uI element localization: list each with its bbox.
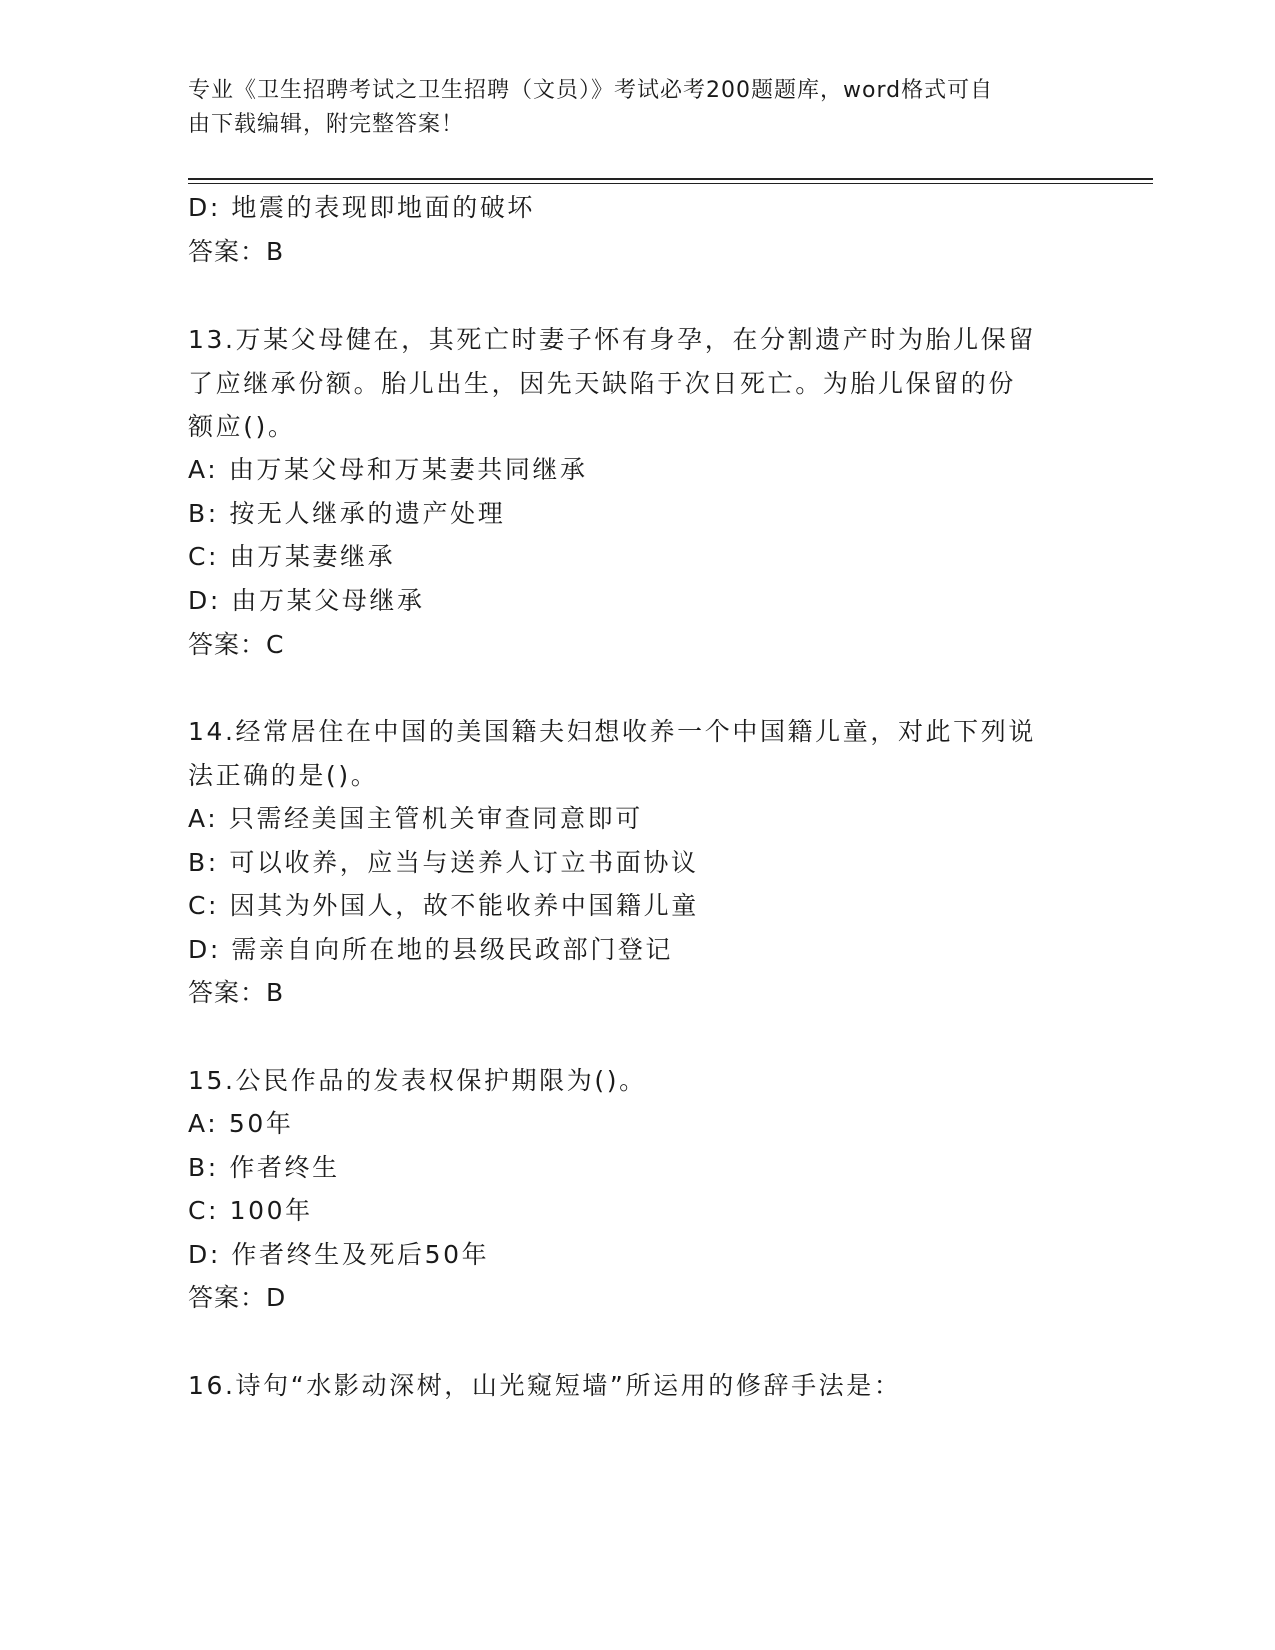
q15-option-d: D: 作者终生及死后50年 xyxy=(188,1240,490,1269)
q13-answer: 答案：C xyxy=(188,630,285,659)
header-line-1: 专业《卫生招聘考试之卫生招聘（文员）》考试必考200题题库，word格式可自 xyxy=(188,78,994,103)
q15-option-c: C: 100年 xyxy=(188,1196,313,1225)
q13-option-c: C: 由万某妻继承 xyxy=(188,542,396,571)
q14-option-c: C: 因其为外国人，故不能收养中国籍儿童 xyxy=(188,891,699,920)
header-divider-thick xyxy=(188,178,1153,180)
q13-stem-line-2: 了应继承份额。胎儿出生，因先天缺陷于次日死亡。为胎儿保留的份 xyxy=(188,369,1017,398)
q14-stem-line-1: 14.经常居住在中国的美国籍夫妇想收养一个中国籍儿童，对此下列说 xyxy=(188,717,1036,746)
partial-option-d: D: 地震的表现即地面的破坏 xyxy=(188,193,536,222)
q13-stem-line-1: 13.万某父母健在，其死亡时妻子怀有身孕，在分割遗产时为胎儿保留 xyxy=(188,325,1036,354)
header-divider-thin xyxy=(188,183,1153,184)
q15-answer: 答案：D xyxy=(188,1283,287,1312)
q16-stem-line-1: 16.诗句“水影动深树，山光窥短墙”所运用的修辞手法是： xyxy=(188,1371,902,1400)
q14-stem-line-2: 法正确的是()。 xyxy=(188,761,379,790)
q13-option-a: A: 由万某父母和万某妻共同继承 xyxy=(188,455,588,484)
q14-option-b: B: 可以收养，应当与送养人订立书面协议 xyxy=(188,848,699,877)
document-header xyxy=(188,74,1068,142)
q15-option-a: A: 50年 xyxy=(188,1109,294,1138)
q15-option-b: B: 作者终生 xyxy=(188,1153,340,1182)
q14-option-d: D: 需亲自向所在地的县级民政部门登记 xyxy=(188,935,674,964)
q13-stem-line-3: 额应()。 xyxy=(188,412,296,441)
q13-option-b: B: 按无人继承的遗产处理 xyxy=(188,499,506,528)
q14-answer: 答案：B xyxy=(188,978,285,1007)
q15-stem-line-1: 15.公民作品的发表权保护期限为()。 xyxy=(188,1066,647,1095)
partial-answer: 答案：B xyxy=(188,237,285,266)
header-line-2: 由下载编辑，附完整答案！ xyxy=(188,112,465,137)
q14-option-a: A: 只需经美国主管机关审查同意即可 xyxy=(188,804,643,833)
q13-option-d: D: 由万某父母继承 xyxy=(188,586,425,615)
